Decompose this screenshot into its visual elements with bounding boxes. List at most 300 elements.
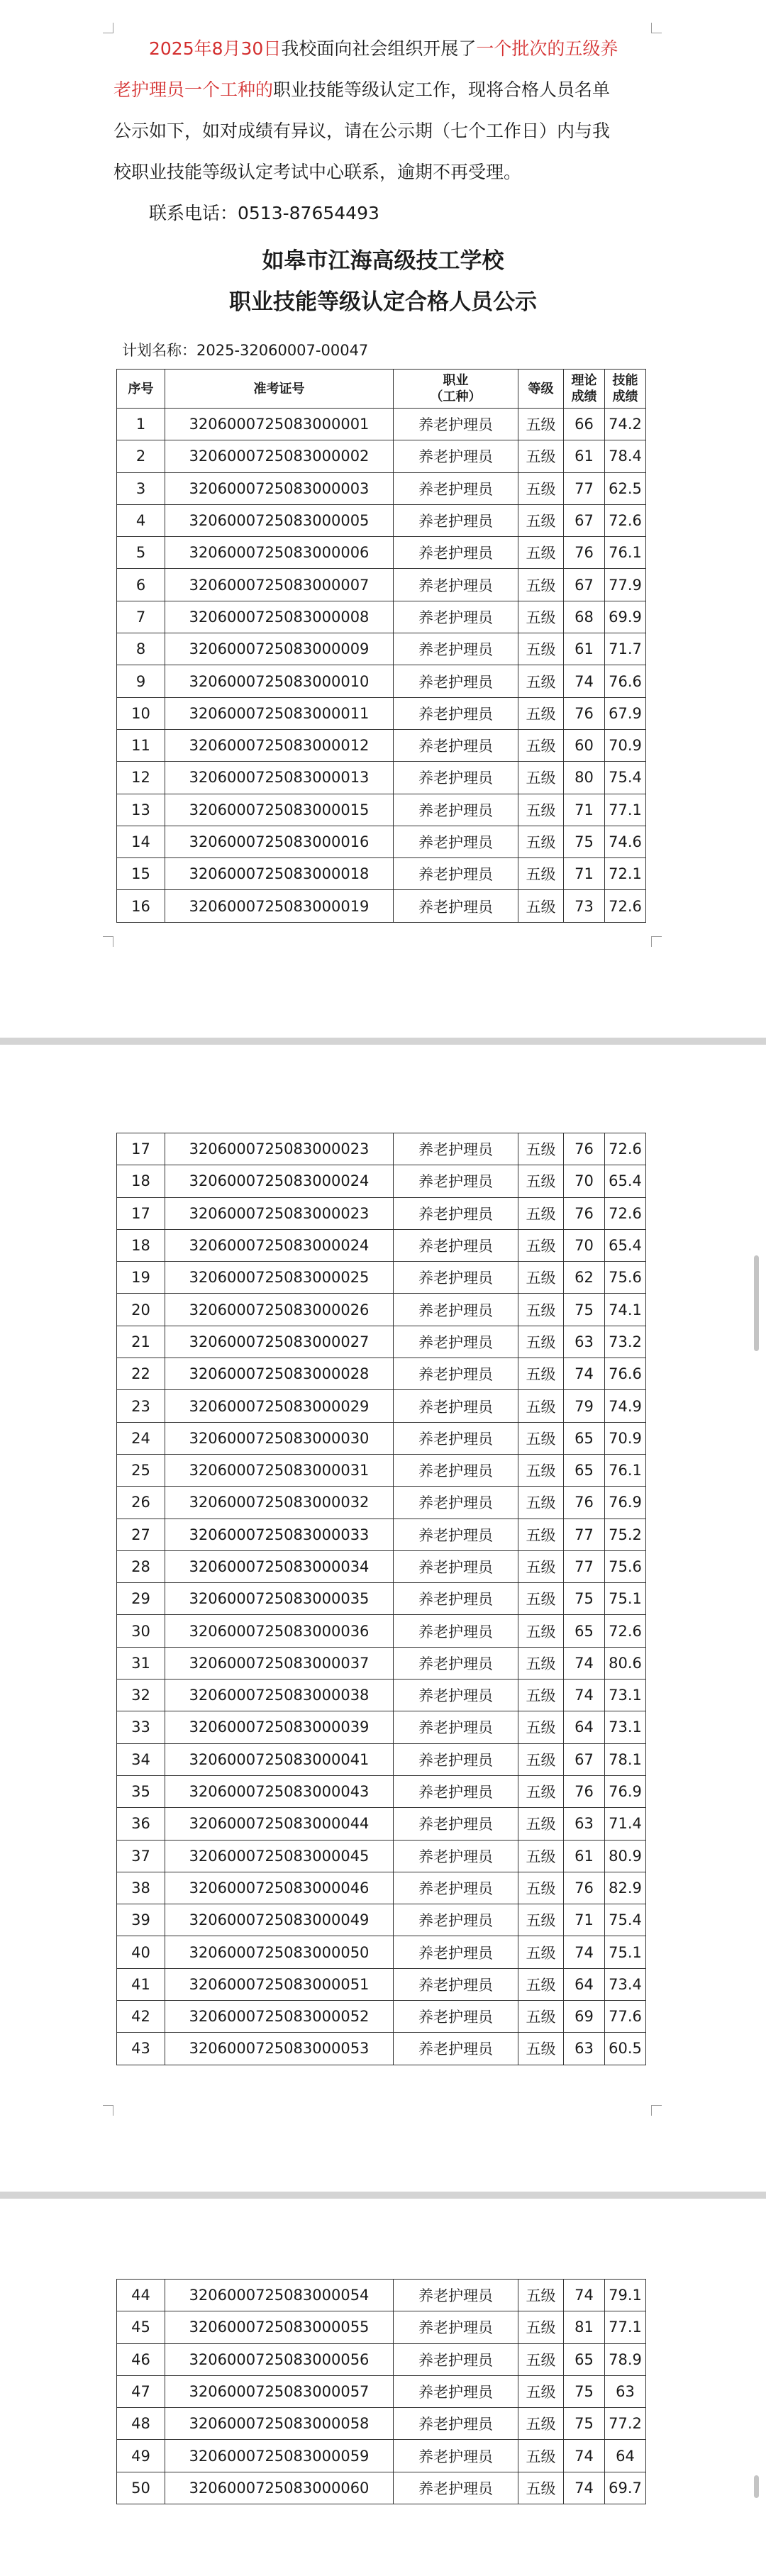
table-row — [117, 1197, 646, 1229]
row-theory-score: 65 — [564, 2343, 605, 2375]
row-job: 养老护理员 — [394, 2472, 518, 2504]
row-job: 养老护理员 — [394, 697, 518, 729]
row-exam-id: 3206000725083000056 — [165, 2343, 394, 2375]
header-theory-score-text: 理论 — [571, 373, 597, 388]
row-job: 养老护理员 — [394, 633, 518, 665]
header-level-text: 等级 — [528, 381, 554, 396]
row-seq: 43 — [117, 2033, 165, 2065]
row-job: 养老护理员 — [394, 890, 518, 922]
row-exam-id: 3206000725083000030 — [165, 1422, 394, 1454]
row-level: 五级 — [518, 1936, 564, 1968]
row-seq: 38 — [117, 1872, 165, 1904]
row-seq: 21 — [117, 1326, 165, 1358]
row-theory-score: 61 — [564, 633, 605, 665]
row-theory-score: 76 — [564, 1133, 605, 1165]
row-theory-score: 69 — [564, 2001, 605, 2033]
table-row — [117, 2001, 646, 2033]
row-skill-score: 74.9 — [605, 1390, 646, 1422]
row-job: 养老护理员 — [394, 569, 518, 601]
row-skill-score: 74.6 — [605, 826, 646, 857]
row-seq: 22 — [117, 1358, 165, 1390]
table-row — [117, 1165, 646, 1197]
table-row — [117, 1390, 646, 1422]
row-level: 五级 — [518, 633, 564, 665]
row-job: 养老护理员 — [394, 409, 518, 440]
row-exam-id: 3206000725083000024 — [165, 1229, 394, 1261]
row-skill-score: 72.6 — [605, 1197, 646, 1229]
row-theory-score: 63 — [564, 2033, 605, 2065]
row-theory-score: 75 — [564, 2408, 605, 2440]
row-theory-score: 74 — [564, 1936, 605, 1968]
row-seq: 39 — [117, 1904, 165, 1936]
row-exam-id: 3206000725083000006 — [165, 537, 394, 569]
row-exam-id: 3206000725083000002 — [165, 440, 394, 472]
table-row — [117, 1454, 646, 1486]
row-skill-score: 78.1 — [605, 1743, 646, 1775]
row-exam-id: 3206000725083000008 — [165, 601, 394, 633]
row-level: 五级 — [518, 1487, 564, 1519]
row-theory-score: 79 — [564, 1390, 605, 1422]
table-row — [117, 1262, 646, 1294]
results-table — [116, 369, 646, 923]
row-level: 五级 — [518, 2375, 564, 2407]
row-theory-score: 64 — [564, 1968, 605, 2000]
header-seq-text: 序号 — [128, 381, 154, 396]
row-seq: 10 — [117, 697, 165, 729]
table-row — [117, 2033, 646, 2065]
row-job: 养老护理员 — [394, 858, 518, 890]
school-title: 如皋市江海高级技工学校 — [262, 248, 504, 274]
row-seq: 4 — [117, 504, 165, 536]
row-seq: 5 — [117, 537, 165, 569]
row-theory-score: 74 — [564, 1358, 605, 1390]
row-skill-score: 72.6 — [605, 504, 646, 536]
notice-date: 2025年8月30日 — [149, 38, 282, 59]
row-level: 五级 — [518, 890, 564, 922]
table-row — [117, 1294, 646, 1326]
notice-highlight: 老护理员一个工种的 — [113, 79, 274, 100]
row-exam-id: 3206000725083000029 — [165, 1390, 394, 1422]
row-exam-id: 3206000725083000041 — [165, 1743, 394, 1775]
header-skill-score-text: 成绩 — [612, 389, 638, 404]
row-level: 五级 — [518, 1326, 564, 1358]
row-level: 五级 — [518, 2001, 564, 2033]
row-level: 五级 — [518, 794, 564, 826]
row-exam-id: 3206000725083000015 — [165, 794, 394, 826]
row-theory-score: 81 — [564, 2311, 605, 2343]
table-row — [117, 2440, 646, 2472]
scrollbar-thumb[interactable] — [754, 1255, 759, 1351]
row-level: 五级 — [518, 1133, 564, 1165]
row-exam-id: 3206000725083000059 — [165, 2440, 394, 2472]
row-seq: 34 — [117, 1743, 165, 1775]
row-theory-score: 71 — [564, 794, 605, 826]
row-theory-score: 76 — [564, 1775, 605, 1807]
row-skill-score: 65.4 — [605, 1229, 646, 1261]
row-seq: 11 — [117, 729, 165, 761]
row-exam-id: 3206000725083000054 — [165, 2280, 394, 2311]
table-row — [117, 2343, 646, 2375]
row-theory-score: 76 — [564, 1197, 605, 1229]
row-level: 五级 — [518, 1294, 564, 1326]
row-skill-score: 77.1 — [605, 794, 646, 826]
row-exam-id: 3206000725083000013 — [165, 762, 394, 794]
row-skill-score: 72.6 — [605, 890, 646, 922]
document-page-2 — [0, 1046, 766, 2188]
row-exam-id: 3206000725083000034 — [165, 1550, 394, 1582]
table-row — [117, 440, 646, 472]
row-level: 五级 — [518, 1390, 564, 1422]
row-exam-id: 3206000725083000044 — [165, 1808, 394, 1840]
row-job: 养老护理员 — [394, 1422, 518, 1454]
row-seq: 27 — [117, 1519, 165, 1550]
row-skill-score: 72.6 — [605, 1133, 646, 1165]
header-level — [518, 370, 564, 409]
row-seq: 42 — [117, 2001, 165, 2033]
row-seq: 32 — [117, 1680, 165, 1711]
row-job: 养老护理员 — [394, 665, 518, 697]
row-level: 五级 — [518, 1968, 564, 2000]
row-seq: 35 — [117, 1775, 165, 1807]
list-title: 职业技能等级认定合格人员公示 — [229, 289, 537, 315]
row-theory-score: 77 — [564, 1519, 605, 1550]
row-seq: 47 — [117, 2375, 165, 2407]
row-job: 养老护理员 — [394, 601, 518, 633]
row-job: 养老护理员 — [394, 826, 518, 857]
row-job: 养老护理员 — [394, 1229, 518, 1261]
row-theory-score: 67 — [564, 1743, 605, 1775]
row-job: 养老护理员 — [394, 472, 518, 504]
row-skill-score: 64 — [605, 2440, 646, 2472]
row-skill-score: 71.7 — [605, 633, 646, 665]
table-row — [117, 762, 646, 794]
row-job: 养老护理员 — [394, 1743, 518, 1775]
row-theory-score: 63 — [564, 1326, 605, 1358]
row-seq: 18 — [117, 1165, 165, 1197]
row-level: 五级 — [518, 858, 564, 890]
row-job: 养老护理员 — [394, 1358, 518, 1390]
row-theory-score: 67 — [564, 504, 605, 536]
row-skill-score: 73.4 — [605, 1968, 646, 2000]
table-row — [117, 665, 646, 697]
row-skill-score: 63 — [605, 2375, 646, 2407]
row-job: 养老护理员 — [394, 1262, 518, 1294]
table-row — [117, 1133, 646, 1165]
row-level: 五级 — [518, 1647, 564, 1679]
row-job: 养老护理员 — [394, 2375, 518, 2407]
notice-highlight: 一个批次的五级养 — [476, 38, 618, 59]
row-seq: 29 — [117, 1583, 165, 1615]
row-skill-score: 75.6 — [605, 1550, 646, 1582]
row-job: 养老护理员 — [394, 2440, 518, 2472]
row-skill-score: 73.2 — [605, 1326, 646, 1358]
row-level: 五级 — [518, 762, 564, 794]
row-level: 五级 — [518, 1358, 564, 1390]
row-job: 养老护理员 — [394, 2280, 518, 2311]
row-skill-score: 77.2 — [605, 2408, 646, 2440]
row-job: 养老护理员 — [394, 1326, 518, 1358]
notice-text: 公示如下，如对成绩有异议，请在公示期（七个工作日）内与我 — [113, 121, 611, 141]
row-level: 五级 — [518, 1519, 564, 1550]
row-seq: 25 — [117, 1454, 165, 1486]
row-theory-score: 60 — [564, 729, 605, 761]
row-theory-score: 73 — [564, 890, 605, 922]
row-skill-score: 74.2 — [605, 409, 646, 440]
row-skill-score: 65.4 — [605, 1165, 646, 1197]
row-seq: 14 — [117, 826, 165, 857]
row-level: 五级 — [518, 1422, 564, 1454]
row-skill-score: 60.5 — [605, 2033, 646, 2065]
row-skill-score: 70.9 — [605, 729, 646, 761]
table-row — [117, 1358, 646, 1390]
row-exam-id: 3206000725083000051 — [165, 1968, 394, 2000]
row-seq: 37 — [117, 1840, 165, 1872]
row-theory-score: 64 — [564, 1711, 605, 1743]
row-job: 养老护理员 — [394, 1583, 518, 1615]
row-level: 五级 — [518, 1904, 564, 1936]
row-seq: 3 — [117, 472, 165, 504]
row-exam-id: 3206000725083000036 — [165, 1615, 394, 1647]
results-table — [116, 2279, 646, 2504]
table-row — [117, 1808, 646, 1840]
scrollbar-thumb[interactable] — [754, 2475, 759, 2498]
row-job: 养老护理员 — [394, 1711, 518, 1743]
row-skill-score: 78.9 — [605, 2343, 646, 2375]
row-theory-score: 74 — [564, 2280, 605, 2311]
row-theory-score: 65 — [564, 1422, 605, 1454]
row-exam-id: 3206000725083000043 — [165, 1775, 394, 1807]
row-theory-score: 63 — [564, 1808, 605, 1840]
row-seq: 40 — [117, 1936, 165, 1968]
row-seq: 19 — [117, 1262, 165, 1294]
row-exam-id: 3206000725083000050 — [165, 1936, 394, 1968]
row-skill-score: 69.7 — [605, 2472, 646, 2504]
row-exam-id: 3206000725083000039 — [165, 1711, 394, 1743]
row-exam-id: 3206000725083000045 — [165, 1840, 394, 1872]
row-exam-id: 3206000725083000032 — [165, 1487, 394, 1519]
row-exam-id: 3206000725083000046 — [165, 1872, 394, 1904]
row-skill-score: 76.9 — [605, 1487, 646, 1519]
document-page-3 — [0, 2202, 766, 2576]
row-seq: 46 — [117, 2343, 165, 2375]
table-row — [117, 2280, 646, 2311]
row-skill-score: 78.4 — [605, 440, 646, 472]
row-theory-score: 66 — [564, 409, 605, 440]
table-row — [117, 601, 646, 633]
row-job: 养老护理员 — [394, 1904, 518, 1936]
row-job: 养老护理员 — [394, 440, 518, 472]
row-seq: 44 — [117, 2280, 165, 2311]
row-seq: 28 — [117, 1550, 165, 1582]
row-exam-id: 3206000725083000052 — [165, 2001, 394, 2033]
row-seq: 30 — [117, 1615, 165, 1647]
row-job: 养老护理员 — [394, 2343, 518, 2375]
row-job: 养老护理员 — [394, 2311, 518, 2343]
header-theory-score — [564, 370, 605, 409]
row-job: 养老护理员 — [394, 762, 518, 794]
table-row — [117, 1968, 646, 2000]
row-seq: 48 — [117, 2408, 165, 2440]
row-skill-score: 73.1 — [605, 1680, 646, 1711]
row-exam-id: 3206000725083000055 — [165, 2311, 394, 2343]
header-skill-score — [605, 370, 646, 409]
row-job: 养老护理员 — [394, 1840, 518, 1872]
crop-mark — [103, 2105, 113, 2116]
notice-paragraph — [113, 28, 709, 234]
row-skill-score: 77.6 — [605, 2001, 646, 2033]
row-job: 养老护理员 — [394, 1872, 518, 1904]
row-job: 养老护理员 — [394, 1390, 518, 1422]
header-exam-id-text: 准考证号 — [253, 381, 305, 396]
row-skill-score: 79.1 — [605, 2280, 646, 2311]
row-seq: 26 — [117, 1487, 165, 1519]
row-theory-score: 75 — [564, 1294, 605, 1326]
row-seq: 23 — [117, 1390, 165, 1422]
row-exam-id: 3206000725083000028 — [165, 1358, 394, 1390]
table-row — [117, 1840, 646, 1872]
row-theory-score: 74 — [564, 665, 605, 697]
row-seq: 49 — [117, 2440, 165, 2472]
table-row — [117, 1872, 646, 1904]
row-seq: 50 — [117, 2472, 165, 2504]
row-level: 五级 — [518, 2280, 564, 2311]
row-exam-id: 3206000725083000016 — [165, 826, 394, 857]
row-skill-score: 82.9 — [605, 1872, 646, 1904]
row-level: 五级 — [518, 1680, 564, 1711]
row-level: 五级 — [518, 1262, 564, 1294]
row-exam-id: 3206000725083000035 — [165, 1583, 394, 1615]
row-exam-id: 3206000725083000060 — [165, 2472, 394, 2504]
row-job: 养老护理员 — [394, 1775, 518, 1807]
table-row — [117, 826, 646, 857]
row-level: 五级 — [518, 665, 564, 697]
row-theory-score: 74 — [564, 1647, 605, 1679]
crop-mark — [651, 936, 662, 947]
row-level: 五级 — [518, 2408, 564, 2440]
row-skill-score: 76.6 — [605, 1358, 646, 1390]
notice-text: 我校面向社会组织开展了 — [281, 38, 477, 59]
row-skill-score: 75.4 — [605, 762, 646, 794]
row-skill-score: 73.1 — [605, 1711, 646, 1743]
row-job: 养老护理员 — [394, 2001, 518, 2033]
row-level: 五级 — [518, 697, 564, 729]
row-exam-id: 3206000725083000026 — [165, 1294, 394, 1326]
row-exam-id: 3206000725083000031 — [165, 1454, 394, 1486]
row-exam-id: 3206000725083000018 — [165, 858, 394, 890]
row-theory-score: 70 — [564, 1229, 605, 1261]
row-level: 五级 — [518, 1840, 564, 1872]
row-level: 五级 — [518, 1550, 564, 1582]
row-seq: 17 — [117, 1133, 165, 1165]
row-job: 养老护理员 — [394, 2408, 518, 2440]
page-separator — [0, 1038, 766, 1045]
row-exam-id: 3206000725083000024 — [165, 1165, 394, 1197]
row-level: 五级 — [518, 2311, 564, 2343]
row-exam-id: 3206000725083000001 — [165, 409, 394, 440]
row-exam-id: 3206000725083000027 — [165, 1326, 394, 1358]
page-separator — [0, 2192, 766, 2199]
table-row — [117, 1550, 646, 1582]
header-exam-id — [165, 370, 394, 409]
row-level: 五级 — [518, 409, 564, 440]
row-level: 五级 — [518, 2440, 564, 2472]
row-seq: 16 — [117, 890, 165, 922]
row-exam-id: 3206000725083000033 — [165, 1519, 394, 1550]
row-seq: 41 — [117, 1968, 165, 2000]
row-seq: 36 — [117, 1808, 165, 1840]
contact-phone: 联系电话：0513-87654493 — [149, 203, 379, 223]
row-theory-score: 62 — [564, 1262, 605, 1294]
row-seq: 31 — [117, 1647, 165, 1679]
row-level: 五级 — [518, 601, 564, 633]
row-job: 养老护理员 — [394, 504, 518, 536]
row-skill-score: 62.5 — [605, 472, 646, 504]
table-row — [117, 1904, 646, 1936]
row-level: 五级 — [518, 826, 564, 857]
row-theory-score: 74 — [564, 1680, 605, 1711]
row-job: 养老护理员 — [394, 1647, 518, 1679]
row-skill-score: 67.9 — [605, 697, 646, 729]
document-page-1 — [0, 0, 766, 1036]
crop-mark — [103, 23, 113, 33]
crop-mark — [103, 936, 113, 947]
row-theory-score: 76 — [564, 697, 605, 729]
row-exam-id: 3206000725083000012 — [165, 729, 394, 761]
row-seq: 17 — [117, 1197, 165, 1229]
row-job: 养老护理员 — [394, 1615, 518, 1647]
row-seq: 12 — [117, 762, 165, 794]
table-row — [117, 2408, 646, 2440]
row-level: 五级 — [518, 1165, 564, 1197]
crop-mark — [651, 2105, 662, 2116]
header-theory-score-text: 成绩 — [571, 389, 597, 404]
row-seq: 18 — [117, 1229, 165, 1261]
table-row — [117, 472, 646, 504]
row-level: 五级 — [518, 1711, 564, 1743]
table-row — [117, 2472, 646, 2504]
row-seq: 7 — [117, 601, 165, 633]
table-row — [117, 409, 646, 440]
row-skill-score: 75.2 — [605, 1519, 646, 1550]
row-skill-score: 75.1 — [605, 1583, 646, 1615]
row-level: 五级 — [518, 440, 564, 472]
row-exam-id: 3206000725083000007 — [165, 569, 394, 601]
row-skill-score: 76.6 — [605, 665, 646, 697]
row-seq: 1 — [117, 409, 165, 440]
row-theory-score: 75 — [564, 1583, 605, 1615]
header-seq — [117, 370, 165, 409]
header-job-text: （工种） — [430, 389, 482, 404]
notice-text: 校职业技能等级认定考试中心联系，逾期不再受理。 — [113, 162, 522, 182]
table-row — [117, 1583, 646, 1615]
row-exam-id: 3206000725083000005 — [165, 504, 394, 536]
row-job: 养老护理员 — [394, 2033, 518, 2065]
row-skill-score: 74.1 — [605, 1294, 646, 1326]
table-header-row — [117, 370, 646, 409]
row-job: 养老护理员 — [394, 1936, 518, 1968]
table-row — [117, 1711, 646, 1743]
row-seq: 13 — [117, 794, 165, 826]
row-theory-score: 68 — [564, 601, 605, 633]
row-seq: 45 — [117, 2311, 165, 2343]
row-job: 养老护理员 — [394, 1808, 518, 1840]
row-job: 养老护理员 — [394, 1165, 518, 1197]
row-skill-score: 76.1 — [605, 1454, 646, 1486]
row-exam-id: 3206000725083000053 — [165, 2033, 394, 2065]
row-job: 养老护理员 — [394, 1294, 518, 1326]
row-exam-id: 3206000725083000009 — [165, 633, 394, 665]
row-level: 五级 — [518, 1229, 564, 1261]
